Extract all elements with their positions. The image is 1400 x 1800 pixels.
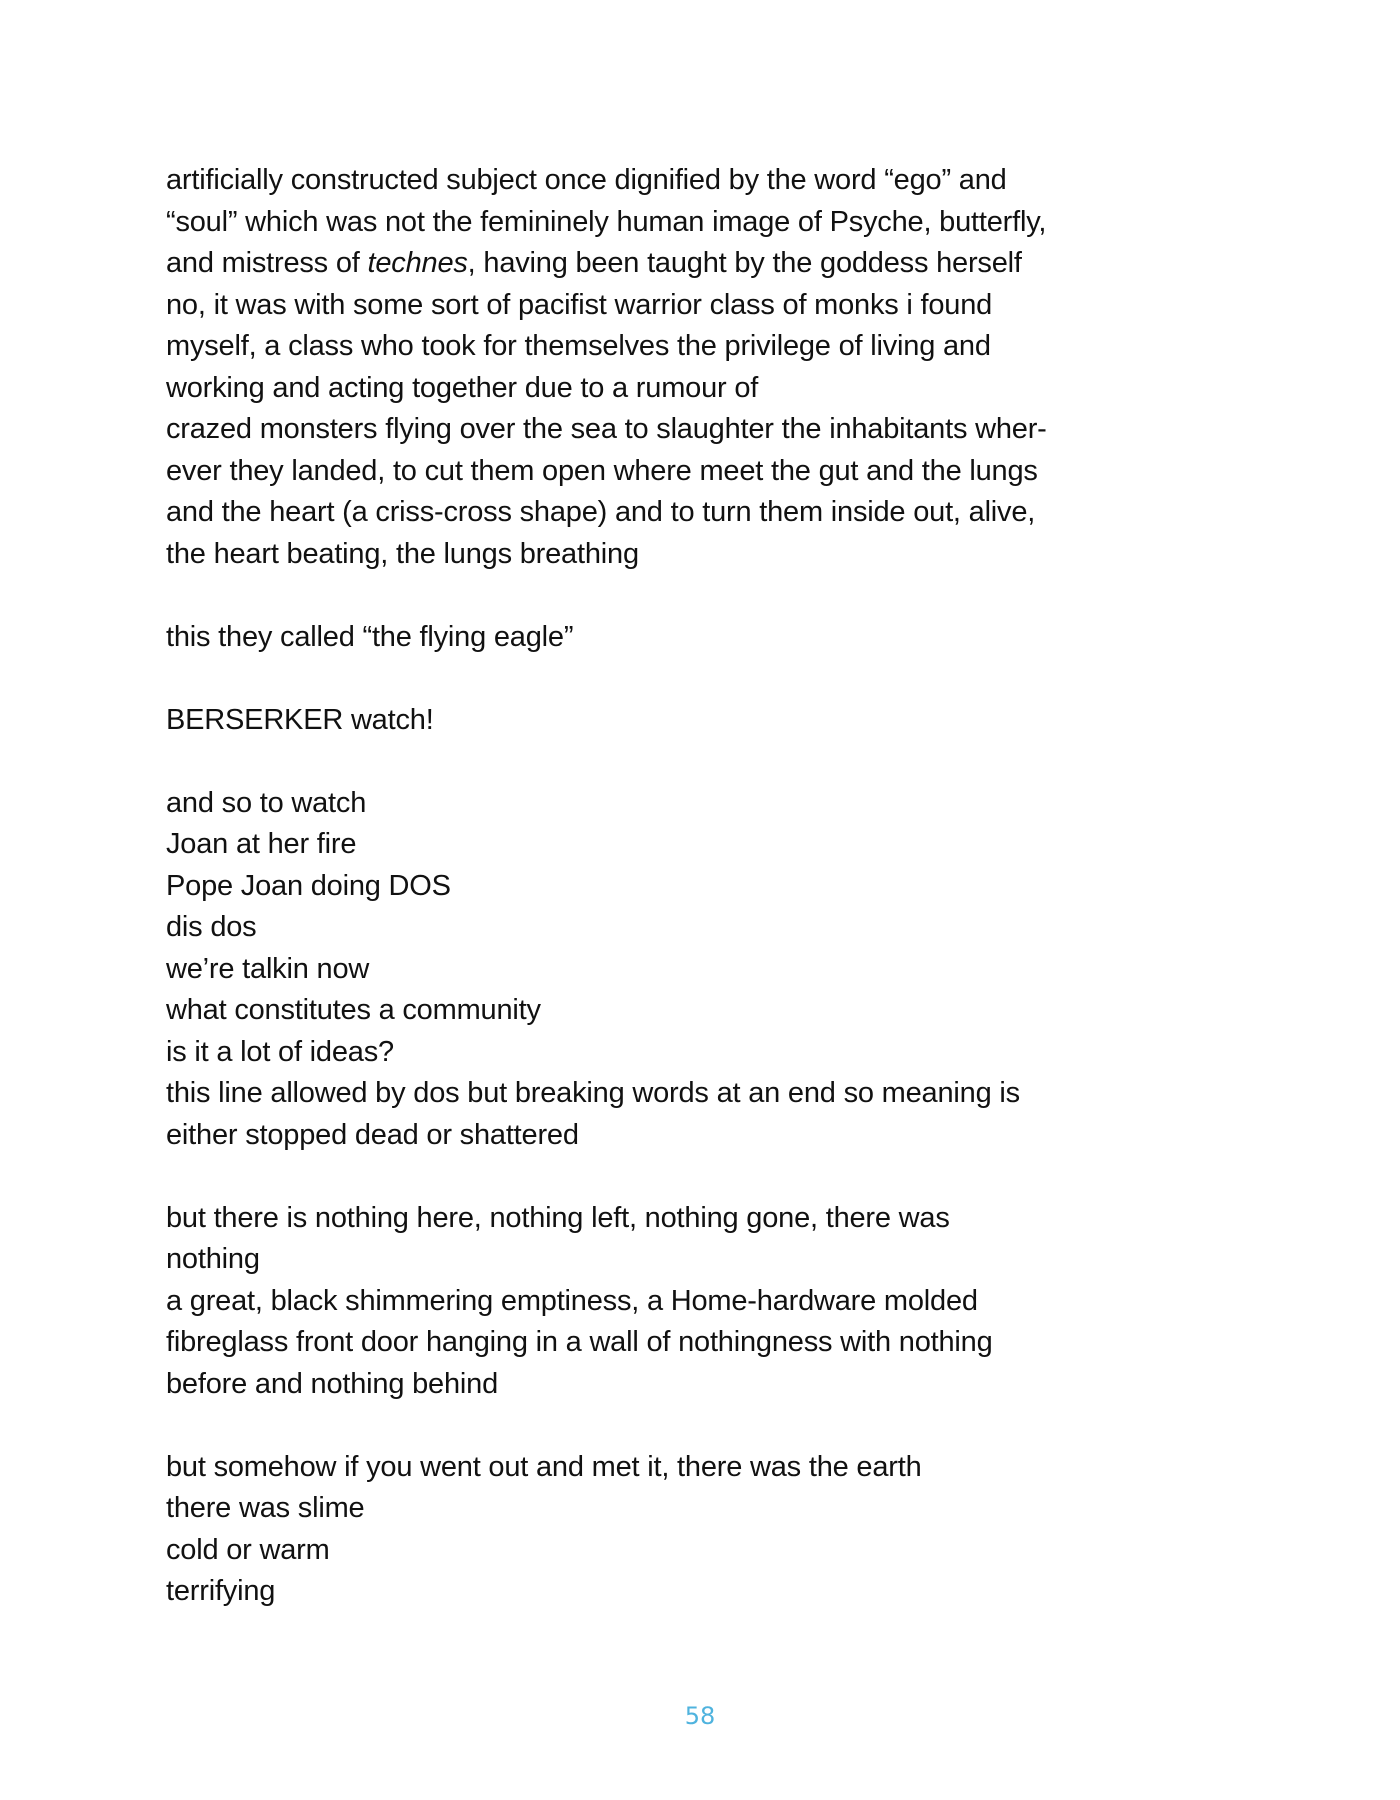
text-line: before and nothing behind xyxy=(166,1367,499,1400)
text-line: there was slime xyxy=(166,1492,365,1524)
text-line: terrifying xyxy=(166,1575,276,1607)
text-line: Pope Joan doing DOS xyxy=(166,869,451,902)
page-number: 58 xyxy=(684,1702,716,1730)
text-line: either stopped dead or shattered xyxy=(166,1118,579,1151)
blank-line xyxy=(166,1156,1166,1198)
text-line: the heart beating, the lungs breathing xyxy=(166,537,639,570)
text-line: nothing xyxy=(166,1243,260,1275)
body-text xyxy=(166,160,1166,1613)
text-line: “soul” which was not the femininely human image of Psyche, butterfly, xyxy=(166,205,1047,238)
text-line: cold or warm xyxy=(166,1533,330,1566)
text-line: Joan at her fire xyxy=(166,828,357,860)
text-line: a great, black shimmering emptiness, a Home-hardware molded xyxy=(166,1284,978,1317)
text-line: artificially constructed subject once dignified by the word “ego” and xyxy=(166,164,1007,196)
text-line: myself, a class who took for themselves the privilege of living and xyxy=(166,330,991,362)
text-line: and so to watch xyxy=(166,786,367,819)
text-line: no, it was with some sort of pacifist warrior class of monks i found xyxy=(166,288,993,321)
text-line: and the heart (a criss-cross shape) and to turn them inside out, alive, xyxy=(166,496,1036,528)
text-line: BERSERKER watch! xyxy=(166,703,434,736)
blank-line xyxy=(166,741,1166,783)
text-line: fibreglass front door hanging in a wall of nothingness with nothing xyxy=(166,1326,993,1358)
text-span: and mistress of xyxy=(166,247,368,279)
blank-line xyxy=(166,575,1166,617)
text-line: what constitutes a community xyxy=(166,994,541,1026)
text-line: this line allowed by dos but breaking words at an end so meaning is xyxy=(166,1077,1020,1109)
text-line: dis dos xyxy=(166,911,257,943)
text-line: is it a lot of ideas? xyxy=(166,1035,394,1068)
text-line: crazed monsters flying over the sea to slaughter the inhabitants wher- xyxy=(166,413,1047,445)
text-line: we’re talkin now xyxy=(166,952,370,985)
blank-line xyxy=(166,658,1166,700)
text-line: ever they landed, to cut them open where meet the gut and the lungs xyxy=(166,454,1038,487)
text-line: this they called “the flying eagle” xyxy=(166,620,574,653)
italic-word: technes xyxy=(367,247,468,279)
text-span: , having been taught by the goddess herself xyxy=(467,247,1022,279)
blank-line xyxy=(166,1405,1166,1447)
text-line: working and acting together due to a rumour of xyxy=(166,371,759,404)
text-line: but there is nothing here, nothing left, nothing gone, there was xyxy=(166,1201,950,1234)
text-line: but somehow if you went out and met it, there was the earth xyxy=(166,1450,922,1483)
text-line xyxy=(166,243,1166,285)
